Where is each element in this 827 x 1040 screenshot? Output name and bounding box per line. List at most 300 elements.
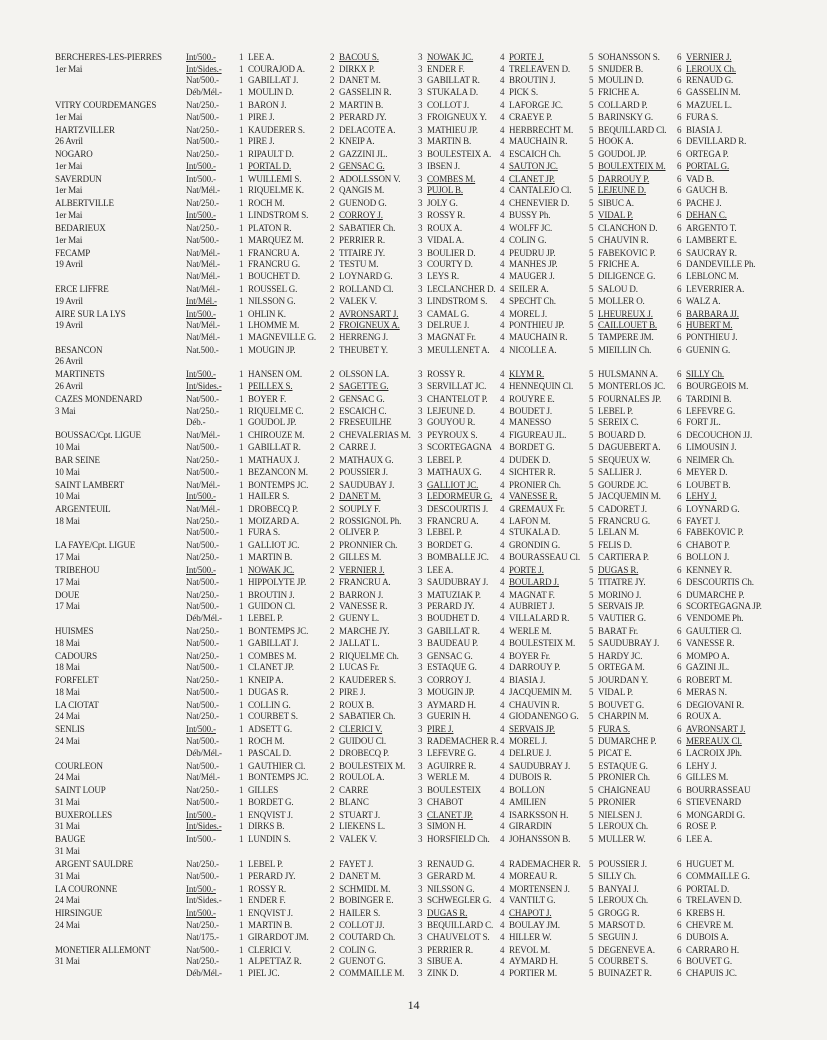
place-number: 1 [239,160,244,171]
rider-name: DUGAS R. [248,686,289,697]
place-number: 3 [418,565,423,575]
place-number: 3 [418,405,423,416]
rider-name: GOUDOL JP. [248,417,297,428]
place-number: 5 [589,331,594,342]
place-number: 2 [330,223,335,233]
place-number: 1 [239,956,244,967]
rider-name: STUART J. [339,809,380,820]
place-number: 3 [418,441,423,452]
place-number: 1 [239,637,244,648]
rider-name: HUBERT M. [686,320,733,331]
rider-name: MAUGER J. [509,270,555,281]
place-number: 2 [330,210,335,221]
place-number: 4 [500,381,505,392]
place-number: 1 [239,760,244,771]
rider-name: ROCH M. [248,735,285,746]
rider-name: HERBRECHT M. [509,124,574,135]
category-label: Nat/500.- [186,111,219,122]
rider-name: CARRARO H. [686,944,740,955]
category-label: Déb/Mél.- [186,967,222,978]
rider-name: GASSELIN R. [339,87,392,98]
rider-name: GUIDON Cl. [248,601,295,612]
rider-name: MIEILLIN Ch. [598,344,652,355]
place-number: 5 [589,576,594,587]
category-label: Nat/Mél.- [186,479,220,490]
rider-name: CAMAL G. [427,308,469,319]
rider-name: MOIZARD A. [248,515,300,526]
place-number: 2 [330,491,335,502]
rider-name: DROBECQ P. [248,504,299,515]
place-number: 4 [500,75,505,86]
rider-name: PASCAL D. [248,747,291,758]
place-number: 2 [330,931,335,942]
rider-name: LOYNARD G. [339,270,393,281]
rider-name: CAILLOUET B. [598,320,658,331]
rider-name: COLLOT JJ. [339,919,385,930]
place-number: 2 [330,612,335,623]
result-row [0,613,827,625]
result-row [0,797,827,809]
result-row [0,577,827,589]
rider-name: POUSSIER J. [339,466,388,477]
place-number: 2 [330,124,335,135]
rider-name: GUERIN H. [427,711,471,722]
rider-name: PEUDRU JP. [509,247,556,258]
place-number: 5 [589,124,594,135]
place-number: 6 [677,491,682,502]
rider-name: ESCAICH C. [339,405,387,416]
rider-name: MOMPO A. [686,650,730,661]
place-number: 6 [677,612,682,623]
place-number: 2 [330,735,335,746]
place-number: 1 [239,908,244,919]
rider-name: LEROUX Ch. [598,895,648,906]
rider-name: GALLIOT JC. [248,540,300,551]
result-row [0,480,827,492]
result-row [0,785,827,797]
category-label: Int/Sides.- [186,895,222,906]
rider-name: VALEK V. [339,295,377,306]
rider-name: ROUYRE E. [509,394,555,404]
rider-name: FRANCRU G. [248,259,301,270]
place-number: 1 [239,381,244,392]
place-number: 6 [677,589,682,600]
category-label: Nat/250.- [186,124,219,135]
rider-name: PRONNIER Ch. [339,540,398,551]
place-number: 1 [239,650,244,661]
place-number: 3 [418,919,423,930]
category-label: Int/500.- [186,173,216,184]
place-number: 1 [239,919,244,930]
rider-name: FRANCRU G. [598,515,651,526]
category-label: Nat/250.- [186,100,219,110]
rider-name: DARROUY P. [598,173,650,184]
race-date: 26 Avril [55,381,83,392]
rider-name: ROUX B. [339,699,374,710]
race-name: CAZES MONDENARD [55,394,143,404]
race-block [0,309,827,344]
place-number: 1 [239,565,244,575]
race-date: 3 Mai [55,405,76,416]
rider-name: MANESSO [509,417,551,428]
rider-name: MULLER W. [598,834,646,845]
place-number: 2 [330,625,335,636]
place-number: 1 [239,295,244,306]
rider-name: DUMARCHE P. [598,735,657,746]
race-name: LA COURONNE [55,883,118,894]
rider-name: ROSSY R. [427,369,465,380]
place-number: 2 [330,259,335,270]
rider-name: PONTHIEU J. [686,331,738,342]
rider-name: KLYM R. [509,369,545,380]
race-name: NOGARO [55,149,93,160]
category-label: Nat/250.- [186,625,219,636]
rider-name: MARTIN B. [248,552,293,563]
place-number: 5 [589,625,594,636]
rider-name: GABILLAT J. [248,75,299,86]
rider-name: MONTERLOS JC. [598,381,666,392]
race-date: 31 Mai [55,846,80,857]
place-number: 6 [677,796,682,807]
rider-name: MATHAUX J. [248,454,300,465]
result-row [0,711,827,723]
place-number: 2 [330,724,335,735]
result-row [0,161,827,173]
rider-name: ROUX A. [427,223,462,233]
place-number: 5 [589,430,594,441]
place-number: 4 [500,834,505,845]
rider-name: MEREAUX Cl. [686,735,742,746]
place-number: 4 [500,527,505,538]
race-name: BOUSSAC/Cpt. LIGUE [55,430,141,441]
rider-name: SEREIX C. [598,417,639,428]
place-number: 1 [239,724,244,735]
place-number: 4 [500,735,505,746]
place-number: 1 [239,308,244,319]
race-block [0,884,827,907]
race-date: 17 Mai [55,601,80,612]
place-number: 2 [330,576,335,587]
rider-name: BOUDET J. [509,405,552,416]
rider-name: PORTAL D. [248,160,292,171]
place-number: 4 [500,223,505,233]
category-label: Int/500.- [186,908,216,919]
rider-name: LUNDIN S. [248,834,291,845]
place-number: 4 [500,160,505,171]
rider-name: FIGUREAU JL. [509,430,567,441]
rider-name: ROCH M. [248,198,285,209]
place-number: 3 [418,454,423,465]
place-number: 6 [677,931,682,942]
result-row [0,332,827,344]
rider-name: BOLLON [509,785,545,796]
rider-name: VERNIER J. [339,565,385,575]
rider-name: AUBRIET J. [509,601,555,612]
result-row [0,638,827,650]
rider-name: CHARPIN M. [598,711,649,722]
place-number: 1 [239,675,244,686]
place-number: 6 [677,75,682,86]
rider-name: LOYNARD G. [686,504,740,515]
rider-name: FOURNALES JP. [598,394,662,404]
rider-name: ROSE P. [686,821,717,832]
rider-name: ENQVIST J. [248,908,293,919]
rider-name: PEILLEX S. [248,381,293,392]
category-label: Nat/250.- [186,589,219,600]
result-row [0,527,827,539]
rider-name: GUENOD G. [339,198,387,209]
category-label: Int/500.- [186,369,216,380]
place-number: 4 [500,944,505,955]
place-number: 6 [677,711,682,722]
rider-name: PERRIER R. [427,944,474,955]
place-number: 2 [330,527,335,538]
rider-name: COMMAILLE G. [686,870,750,881]
result-row [0,700,827,712]
category-label: Déb.- [186,417,206,428]
rider-name: KENNEY R. [686,565,732,575]
place-number: 3 [418,931,423,942]
rider-name: CHAIGNEAU [598,785,651,796]
place-number: 6 [677,394,682,404]
rider-name: ROLLAND Cl. [339,283,394,294]
place-number: 4 [500,63,505,74]
result-row [0,859,827,871]
rider-name: LEBEL P. [248,612,283,623]
rider-name: HAILER S. [339,908,381,919]
rider-name: DESCOURTIS J. [427,504,489,515]
result-row [0,112,827,124]
rider-name: AYMARD H. [509,956,558,967]
rider-name: LEBEL P. [427,527,462,538]
category-label: Int/Mél.- [186,295,217,306]
place-number: 2 [330,711,335,722]
rider-name: MAZUEL L. [686,100,732,110]
place-number: 1 [239,821,244,832]
category-label: Nat/500.- [186,601,219,612]
category-label: Nat/Mél.- [186,185,220,196]
place-number: 6 [677,699,682,710]
rider-name: SAUDUBRAY J. [427,576,489,587]
place-number: 1 [239,625,244,636]
rider-name: RIPAULT D. [248,149,294,160]
rider-name: MOUGIN JP. [427,686,475,697]
place-number: 2 [330,441,335,452]
result-row [0,601,827,613]
race-date: 10 Mai [55,491,80,502]
place-number: 3 [418,859,423,869]
race-date: 31 Mai [55,956,80,967]
rider-name: MARTIN B. [248,919,293,930]
place-number: 6 [677,234,682,245]
place-number: 4 [500,479,505,490]
place-number: 3 [418,344,423,355]
race-date: 31 Mai [55,821,80,832]
rider-name: JOHANSSON B. [509,834,571,845]
place-number: 4 [500,100,505,110]
place-number: 4 [500,259,505,270]
place-number: 5 [589,552,594,563]
rider-name: NILSSON G. [427,883,475,894]
rider-name: TITATRE JY. [598,576,646,587]
rider-name: LEE A. [248,52,275,62]
rider-name: MEULLENET A. [427,344,490,355]
place-number: 3 [418,149,423,160]
place-number: 2 [330,283,335,294]
place-number: 4 [500,601,505,612]
place-number: 3 [418,223,423,233]
place-number: 3 [418,796,423,807]
rider-name: MOULIN D. [598,75,644,86]
category-label: Nat/250.- [186,149,219,160]
place-number: 6 [677,247,682,258]
rider-name: BOUARD D. [598,430,646,441]
place-number: 1 [239,441,244,452]
race-block [0,149,827,172]
rider-name: GENSAC G. [339,160,385,171]
place-number: 6 [677,223,682,233]
race-date: 18 Mai [55,515,80,526]
place-number: 3 [418,772,423,783]
place-number: 2 [330,454,335,465]
rider-name: GENSAC G. [427,650,473,661]
rider-name: GOUDOL JP. [598,149,647,160]
rider-name: VANESSE R. [686,637,735,648]
rider-name: WOLFF JC. [509,223,553,233]
place-number: 1 [239,320,244,331]
place-number: 2 [330,344,335,355]
category-label: Nat/500.- [186,686,219,697]
result-row [0,724,827,736]
race-block [0,198,827,221]
rider-name: PORTAL D. [686,883,730,894]
rider-name: CARRE J. [339,441,376,452]
rider-name: SAUDUBRAY J. [509,760,571,771]
race-date: 17 Mai [55,552,80,563]
rider-name: CLANET JP. [509,173,555,184]
place-number: 3 [418,198,423,209]
result-row [0,626,827,638]
place-number: 2 [330,149,335,160]
rider-name: AVRONSART J. [339,308,399,319]
race-block [0,100,827,123]
place-number: 2 [330,234,335,245]
rider-name: CLANET JP. [427,809,473,820]
place-number: 2 [330,785,335,796]
rider-name: BOULEXTEIX M. [598,160,666,171]
rider-name: COLIN G. [509,234,547,245]
place-number: 6 [677,430,682,441]
category-label: Nat/Mél.- [186,772,220,783]
place-number: 4 [500,821,505,832]
rider-name: BARON J. [248,100,287,110]
place-number: 3 [418,52,423,62]
place-number: 6 [677,405,682,416]
result-row [0,64,827,76]
result-row [0,235,827,247]
category-label: Nat/500.- [186,637,219,648]
rider-name: BACOU S. [339,52,379,62]
place-number: 1 [239,331,244,342]
rider-name: DELRUE J. [427,320,470,331]
rider-name: AVRONSART J. [686,724,746,735]
place-number: 3 [418,883,423,894]
rider-name: DAGUEBERT A. [598,441,661,452]
category-label: Nat/500.- [186,466,219,477]
place-number: 6 [677,527,682,538]
place-number: 6 [677,859,682,869]
place-number: 4 [500,699,505,710]
place-number: 1 [239,662,244,673]
race-date: 1er Mai [55,185,83,196]
race-date: 26 Avril [55,356,83,367]
place-number: 1 [239,247,244,258]
result-row [0,125,827,137]
place-number: 3 [418,308,423,319]
category-label: Nat/500.- [186,527,219,538]
rider-name: FABEKOVIC P. [686,527,744,538]
result-row [0,516,827,528]
rider-name: DIRKS B. [248,821,285,832]
category-label: Nat/175.- [186,931,219,942]
rider-name: QANGIS M. [339,185,385,196]
rider-name: SOUPLY F. [339,504,381,515]
rider-name: RADEMACHER R. [509,859,581,869]
rider-name: DELRUE J. [509,747,552,758]
place-number: 5 [589,111,594,122]
category-label: Nat/250.- [186,711,219,722]
rider-name: CLANET JP. [248,662,294,673]
place-number: 4 [500,883,505,894]
result-row [0,662,827,674]
result-row [0,932,827,944]
race-block [0,761,827,784]
rider-name: BOULESTEIX M. [509,637,576,648]
place-number: 1 [239,796,244,807]
rider-name: ESCAICH Ch. [509,149,561,160]
place-number: 1 [239,52,244,62]
rider-name: BEZANCON M. [248,466,308,477]
rider-name: BEQUILLARD Cl. [598,124,667,135]
place-number: 5 [589,834,594,845]
place-number: 1 [239,747,244,758]
category-label: Int/500.- [186,308,216,319]
rider-name: BARRON J. [339,589,384,600]
result-row [0,748,827,760]
race-block [0,480,827,503]
place-number: 4 [500,612,505,623]
place-number: 2 [330,185,335,196]
rider-name: BANYAI J. [598,883,639,894]
rider-name: JACQUEMIN M. [598,491,661,502]
rider-name: ROUSSEL G. [248,283,298,294]
rider-name: GIRARDIN [509,821,552,832]
place-number: 2 [330,331,335,342]
place-number: 6 [677,944,682,955]
place-number: 1 [239,75,244,86]
race-name: ARGENTEUIL [55,504,111,515]
rider-name: TITAIRE JY. [339,247,385,258]
rider-name: SCORTEGAGNA JP. [686,601,762,612]
rider-name: DEGIOVANI R. [686,699,745,710]
place-number: 4 [500,552,505,563]
place-number: 3 [418,589,423,600]
place-number: 5 [589,223,594,233]
place-number: 2 [330,63,335,74]
result-row [0,675,827,687]
place-number: 4 [500,625,505,636]
rider-name: BORDET G. [427,540,473,551]
